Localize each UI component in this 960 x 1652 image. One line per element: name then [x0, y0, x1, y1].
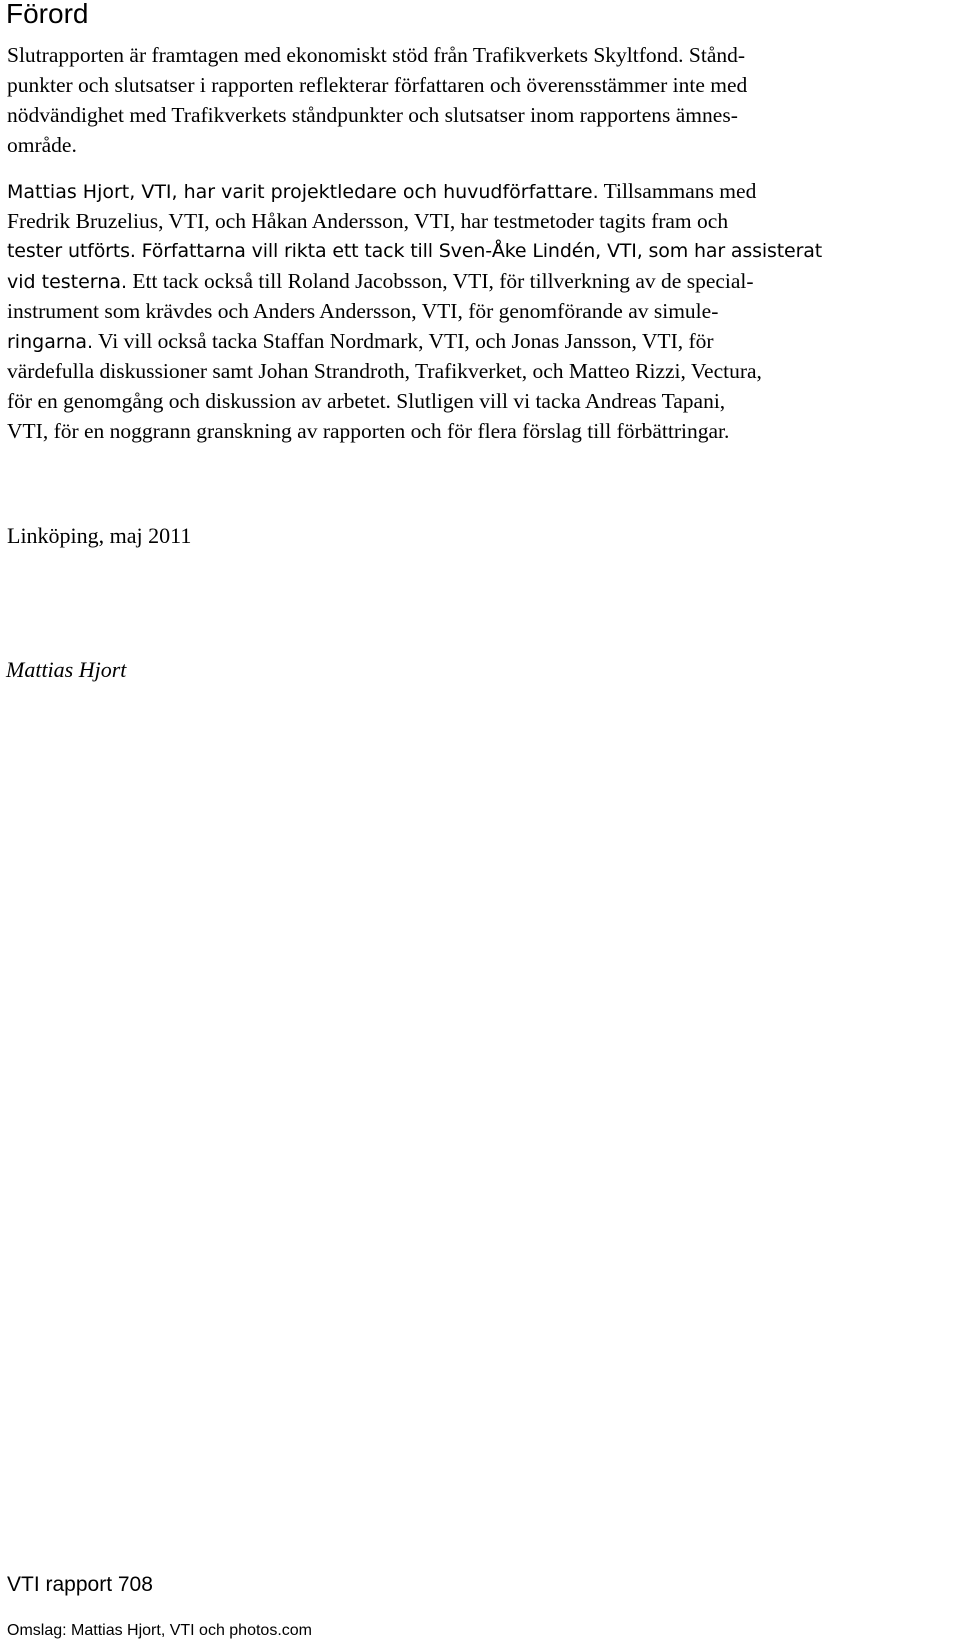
paragraph-line: nödvändighet med Trafikverkets ståndpunkter och slutsatser inom rapportens ämnes- [7, 103, 738, 127]
paragraph-line [7, 206, 955, 236]
report-number: VTI rapport 708 [7, 1573, 153, 1596]
paragraph-line [7, 236, 955, 266]
paragraph-segment: Fredrik Bruzelius, VTI, och Håkan Andersson, VTI, har testmetoder tagits fram och [7, 209, 729, 233]
paragraph-segment: värdefulla diskussioner samt Johan Strandroth, Trafikverket, och Matteo Rizzi, Vectura, [7, 359, 762, 383]
paragraph-line [7, 416, 955, 446]
paragraph-line: punkter och slutsatser i rapporten reflekterar författaren och överensstämmer inte med [7, 73, 748, 97]
paragraph-line [7, 176, 955, 206]
paragraph-line [7, 266, 955, 296]
paragraph-line: område. [7, 133, 77, 157]
paragraph-line: Slutrapporten är framtagen med ekonomiskt stöd från Trafikverkets Skyltfond. Stånd- [7, 43, 746, 67]
paragraph-segment: Ett tack också till Roland Jacobsson, VTI, för tillverkning av de special- [127, 269, 754, 293]
cover-photo-credit: Omslag: Mattias Hjort, VTI och photos.com [7, 1622, 312, 1639]
place-and-date: Linköping, maj 2011 [7, 523, 192, 548]
paragraph-segment: Tillsammans med [598, 179, 757, 203]
paragraph-line [7, 356, 955, 386]
author-signature: Mattias Hjort [6, 657, 127, 682]
funding-paragraph [7, 40, 955, 160]
page-title: Förord [6, 0, 89, 29]
acknowledgements-paragraph [7, 176, 955, 446]
paragraph-segment: vid testerna. [7, 271, 128, 293]
paragraph-segment: VTI, för en noggrann granskning av rapporten och för flera förslag till förbättringar. [7, 419, 730, 443]
paragraph-segment: tester utförts. Författarna vill rikta ett tack till Sven-Åke Lindén, VTI, som har assisterat [7, 240, 823, 262]
paragraph-segment: Vi vill också tacka Staffan Nordmark, VTI, och Jonas Jansson, VTI, för [93, 329, 714, 353]
paragraph-segment: Mattias Hjort, VTI, har varit projektledare och huvudförfattare. [7, 181, 599, 203]
paragraph-segment: för en genomgång och diskussion av arbetet. Slutligen vill vi tacka Andreas Tapani, [7, 389, 726, 413]
paragraph-segment: ringarna. [7, 331, 94, 353]
paragraph-segment: instrument som krävdes och Anders Andersson, VTI, för genomförande av simule- [7, 299, 719, 323]
paragraph-line [7, 326, 955, 356]
paragraph-line [7, 386, 955, 416]
paragraph-line [7, 296, 955, 326]
